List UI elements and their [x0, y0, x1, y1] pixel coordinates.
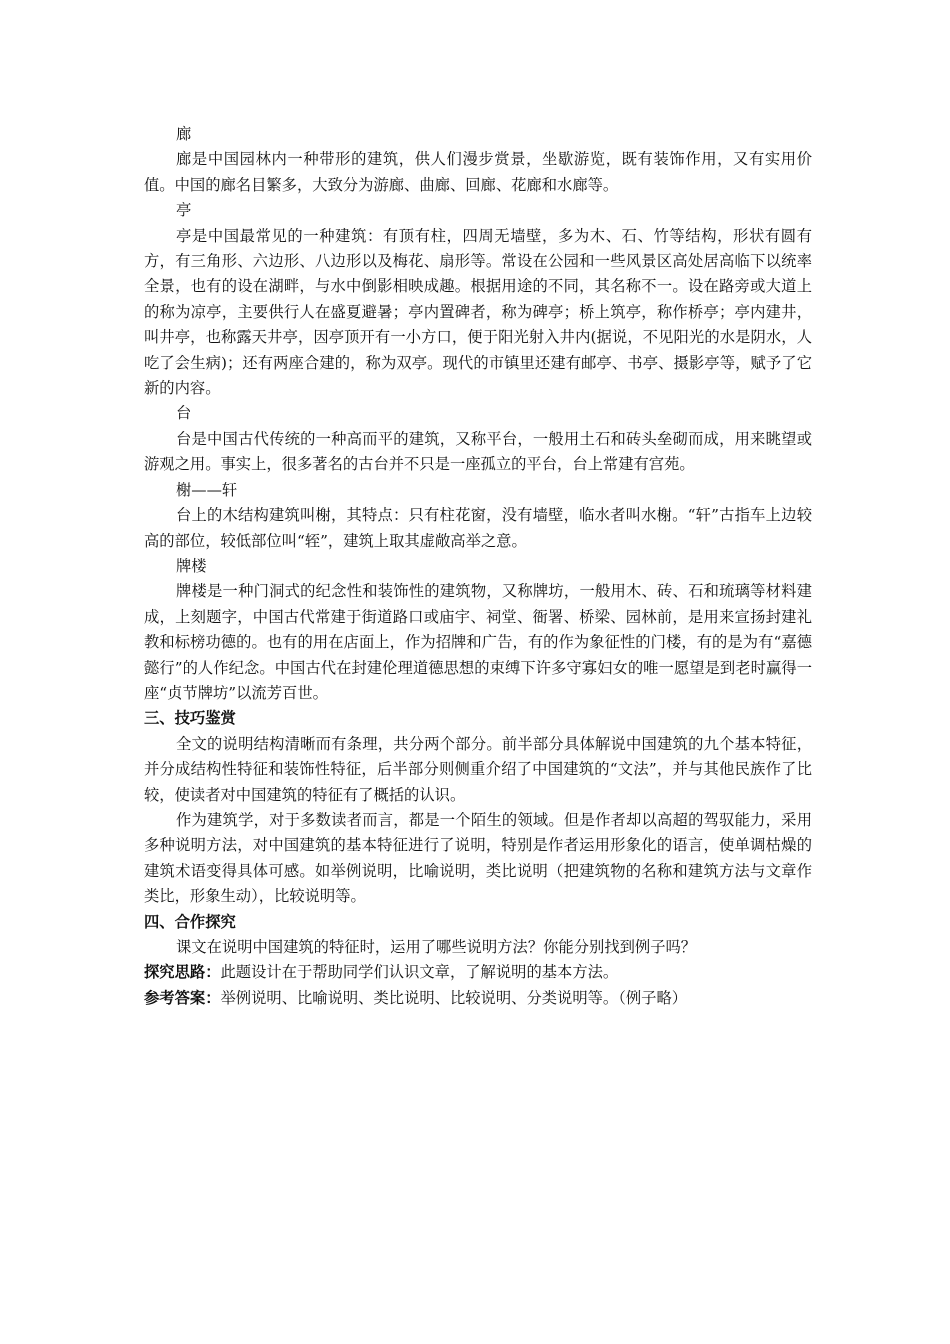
- paragraph-lang: 廊是中国园林内一种带形的建筑，供人们漫步赏景，坐歇游览，既有装饰作用，又有实用价值。中国的廊名目繁多，大致分为游廊、曲廊、回廊、花廊和水廊等。: [144, 150, 812, 194]
- document-page: [144, 122, 812, 1011]
- reference-answer-text: 举例说明、比喻说明、类比说明、比较说明、分类说明等。（例子略）: [220, 988, 688, 1007]
- section-heading-skill-appreciation: 三、技巧鉴赏: [144, 709, 236, 728]
- inquiry-idea-label: 探究思路：: [144, 963, 221, 982]
- section-heading-cooperative-inquiry: 四、合作探究: [144, 912, 236, 931]
- paragraph-xie-xuan: 台上的木结构建筑叫榭，其特点：只有柱花窗，没有墙壁，临水者叫水榭。“轩”古指车上边较高的部位，较低部位叫“轾”，建筑上取其虚敞高举之意。: [144, 506, 812, 550]
- subheading-tai: 台: [176, 404, 192, 423]
- paragraph-pailou: 牌楼是一种门洞式的纪念性和装饰性的建筑物，又称牌坊，一般用木、砖、石和琉璃等材料建成，上刻题字，中国古代常建于街道路口或庙宇、祠堂、衙署、桥梁、园林前，是用来宣扬封建礼教和标榜功德的。也有的用在店面上，作为招牌和广告，有的作为象征性的门楼，有的是为有“嘉德懿行”的人作纪念。中国古代在封建伦理道德思想的束缚下许多守寡妇女的唯一愿望是到老时赢得一座“贞节牌坊”以流芳百世。: [144, 582, 812, 702]
- inquiry-question: 课文在说明中国建筑的特征时，运用了哪些说明方法？你能分别找到例子吗？: [176, 938, 697, 956]
- paragraph-structure: 全文的说明结构清晰而有条理，共分两个部分。前半部分具体解说中国建筑的九个基本特征，并分成结构性特征和装饰性特征，后半部分则侧重介绍了中国建筑的“文法”，并与其他民族作了比较，使读者对中国建筑的特征有了概括的认识。: [144, 734, 812, 804]
- paragraph-tai: 台是中国古代传统的一种高而平的建筑，又称平台，一般用土石和砖头垒砌而成，用来眺望或游观之用。事实上，很多著名的古台并不只是一座孤立的平台，台上常建有宫苑。: [144, 429, 812, 474]
- reference-answer-label: 参考答案：: [144, 988, 221, 1007]
- reference-answer: [144, 986, 812, 1011]
- subheading-lang: 廊: [176, 125, 192, 143]
- paragraph-ting: 亭是中国最常见的一种建筑：有顶有柱，四周无墙壁，多为木、石、竹等结构，形状有圆有方，有三角形、六边形、八边形以及梅花、扇形等。常设在公园和一些风景区高处居高临下以统率全景，也有的设在湖畔，与水中倒影相映成趣。根据用途的不同，其名称不一。设在路旁或大道上的称为凉亭，主要供行人在盛夏避暑；亭内置碑者，称为碑亭；桥上筑亭，称作桥亭；亭内建井，叫井亭，也称露天井亭，因亭顶开有一小方口，便于阳光射入井内(据说，不见阳光的水是阴水，人吃了会生病)；还有两座合建的，称为双亭。现代的市镇里还建有邮亭、书亭、摄影亭等，赋予了它新的内容。: [144, 226, 812, 398]
- subheading-ting: 亭: [176, 201, 192, 220]
- inquiry-idea-text: 此题设计在于帮助同学们认识文章，了解说明的基本方法。: [220, 963, 619, 982]
- subheading-xie-xuan: 榭——轩: [176, 480, 238, 499]
- inquiry-idea: [144, 960, 812, 985]
- subheading-pailou: 牌楼: [176, 556, 207, 575]
- paragraph-methods: 作为建筑学，对于多数读者而言，都是一个陌生的领域。但是作者却以高超的驾驭能力，采用多种说明方法，对中国建筑的基本特征进行了说明，特别是作者运用形象化的语言，使单调枯燥的建筑术语变得具体可感。如举例说明，比喻说明，类比说明（把建筑物的名称和建筑方法与文章作类比，形象生动），比较说明等。: [144, 810, 812, 906]
